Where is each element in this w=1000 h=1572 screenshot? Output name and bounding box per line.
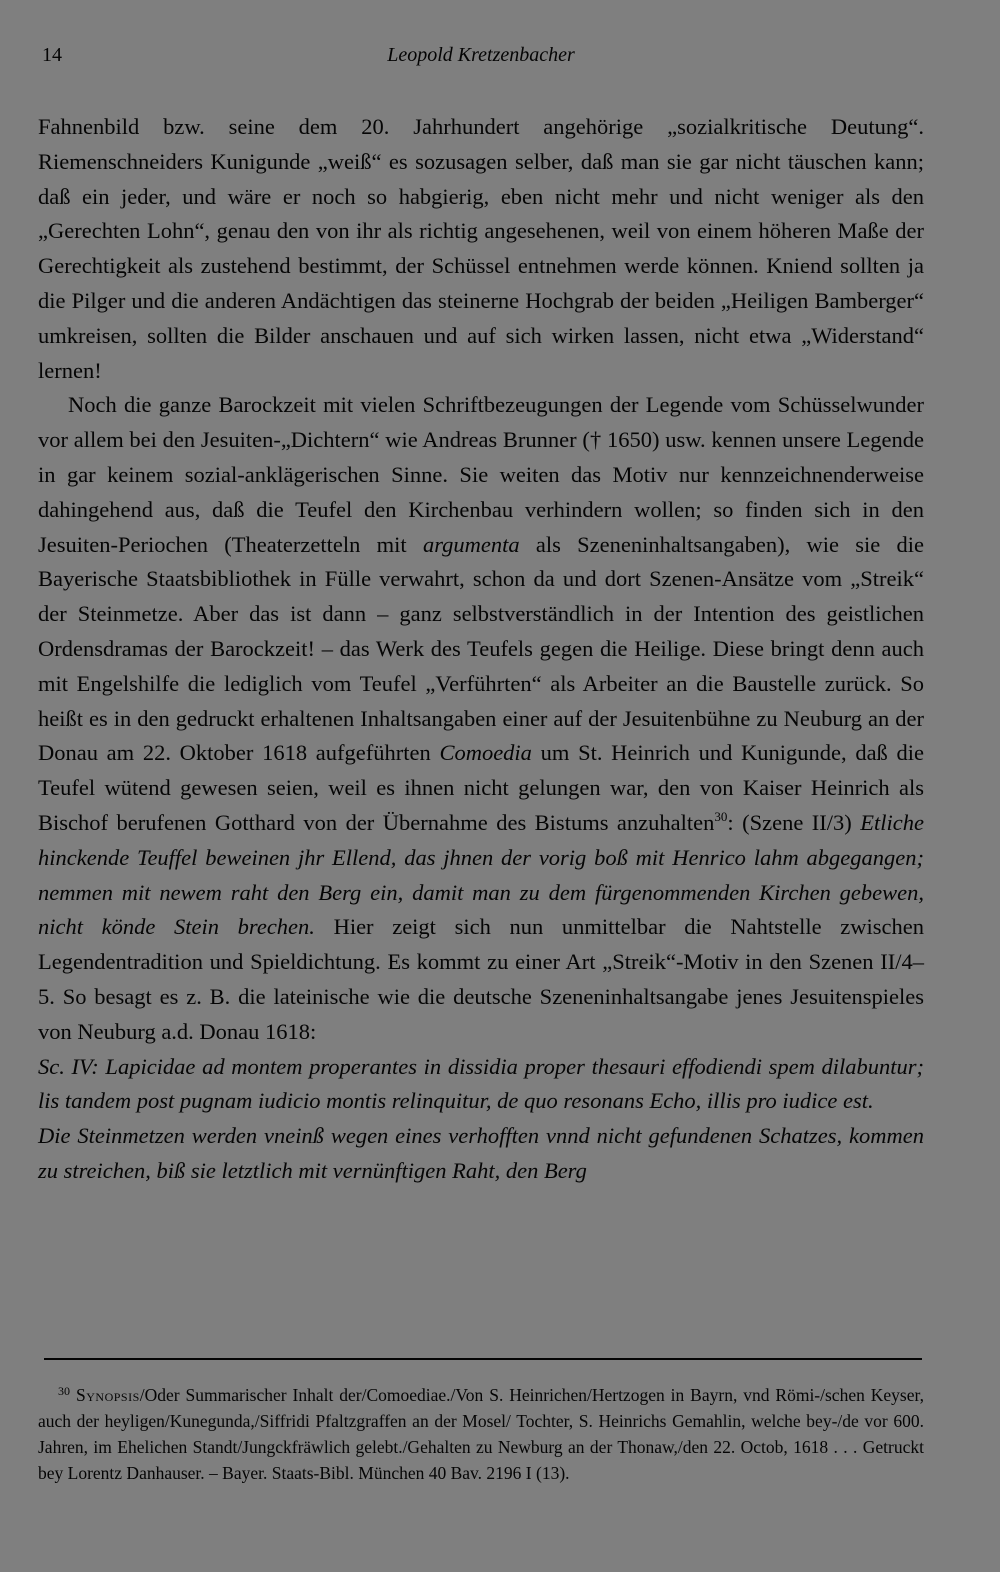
block-quote-german: Die Steinmetzen werden vneinß wegen eines verhofften vnnd nicht gefundenen Schatzes, kommen zu streichen, biß sie letztlich mit vernünftigen Raht, den Berg: [38, 1123, 924, 1183]
text-run: als Szeneninhaltsangaben), wie sie die Bayerische Staatsbibliothek in Fülle verwahrt, schon da und dort Szenen-Ansätze vom „Streik“ der Steinmetze. Aber das ist dann – ganz selbstverständlich in der Intention des geistlichen Ordensdramas der Barockzeit! – das Werk des Teufels gegen die Heilige. Diese bringt denn auch mit Engelshilfe die lediglich vom Teufel „Verführten“ als Arbeiter an die Baustelle zurück. So heißt es in den gedruckt erhaltenen Inhaltsangaben einer auf der Jesuitenbühne zu Neuburg an der Donau am 22. Oktober 1618 aufgeführten: [38, 531, 924, 766]
italic-quotation: Etliche hinckende Teuffel beweinen jhr Ellend, das jhnen der vorig boß mit Henrico lahm abgegangen; nemmen mit newem raht den Berg ein, damit man zu dem fürgenommenden Kirchen gebewen, nicht könde Stein brechen.: [38, 809, 924, 940]
paragraph-baroque: [38, 388, 924, 1049]
italic-term-argumenta: argumenta: [422, 531, 520, 557]
text-run: Noch die ganze Barockzeit mit vielen Schriftbezeugungen der Legende vom Schüsselwunder vor allem bei den Jesuiten-„Dichtern“ wie Andreas Brunner († 1650) usw. kennen unsere Legende in gar keinem sozial-anklägerischen Sinne. Sie weiten das Motiv nur kennzeichnenderweise dahingehend aus, daß die Teufel den Kirchenbau verhindern wollen; so finden sich in den Jesuiten-Periochen (Theaterzetteln mit: [38, 392, 924, 557]
paragraph-continued: Fahnenbild bzw. seine dem 20. Jahrhundert angehörige „sozialkritische Deutung“. Riemenschneiders Kunigunde „weiß“ es sozusagen selber, daß man sie gar nicht täuschen kann; daß ein jeder, und wäre er noch so habgierig, eben nicht mehr und nicht weniger als den „Gerechten Lohn“, genau den von ihr als richtig angesehenen, weil von einem höheren Maße der Gerechtigkeit als zustehend bestimmt, der Schüssel entnehmen werde können. Kniend sollten ja die Pilger und die anderen Andächtigen das steinerne Hochgrab der beiden „Heiligen Bamberger“ umkreisen, sollten die Bilder anschauen und auf sich wirken lassen, nicht etwa „Widerstand“ lernen!: [38, 114, 924, 383]
text-run: Hier zeigt sich nun unmittelbar die Nahtstelle zwischen Legendentradition und Spieldichtung. Es kommt zu einer Art „Streik“-Motiv in den Szenen II/4–5. So besagt es z. B. die lateinische wie die deutsche Szeneninhaltsangabe jenes Jesuitenspieles von Neuburg a.d. Donau 1618:: [38, 914, 924, 1044]
block-quote-latin: Sc. IV: Lapicidae ad montem properantes in dissidia proper thesauri effodiendi spem dilabuntur; lis tandem post pugnam iudicio montis relinquitur, de quo resonans Echo, illis pro iudice est.: [38, 1053, 924, 1114]
footnote: [38, 1378, 924, 1486]
text-run: : (Szene II/3): [727, 809, 861, 835]
footnote-divider: [44, 1358, 922, 1360]
running-head: Leopold Kretzenbacher: [387, 44, 575, 66]
page-header: [42, 44, 920, 74]
italic-term-comoedia: Comoedia: [439, 740, 532, 766]
text-run: um St. Heinrich und Kunigunde, daß die Teufel wütend gewesen seien, weil es ihnen nicht gelungen war, den von Kaiser Heinrich als Bischof berufenen Gotthard von der Übernahme des Bistums anzuhalten: [38, 740, 924, 835]
footnote-text: /Oder Summarischer Inhalt der/Comoediae./Von S. Heinrichen/Hertzogen in Bayrn, vnd Römi-/schen Keyser, auch der heyligen/Kunegunda,/Siffridi Pfaltzgraffen an der Mosel/ Tochter, S. Heinrichs Gemahlin, welche bey-/de vor 600. Jahren, im Ehelichen Standt/Jungckfräwlich gelebt./Gehalten zu Newburg an der Thonaw,/den 22. Octob, 1618 . . . Getruckt bey Lorentz Danhauser. – Bayer. Staats-Bibl. München 40 Bav. 2196 I (13).: [38, 1385, 924, 1483]
footnote-synopsis-word: Synopsis: [76, 1385, 140, 1405]
footnote-number: 30: [58, 1384, 70, 1398]
footnote-reference[interactable]: 30: [714, 808, 728, 824]
body-text: [38, 110, 924, 1189]
page-number: 14: [42, 44, 62, 66]
